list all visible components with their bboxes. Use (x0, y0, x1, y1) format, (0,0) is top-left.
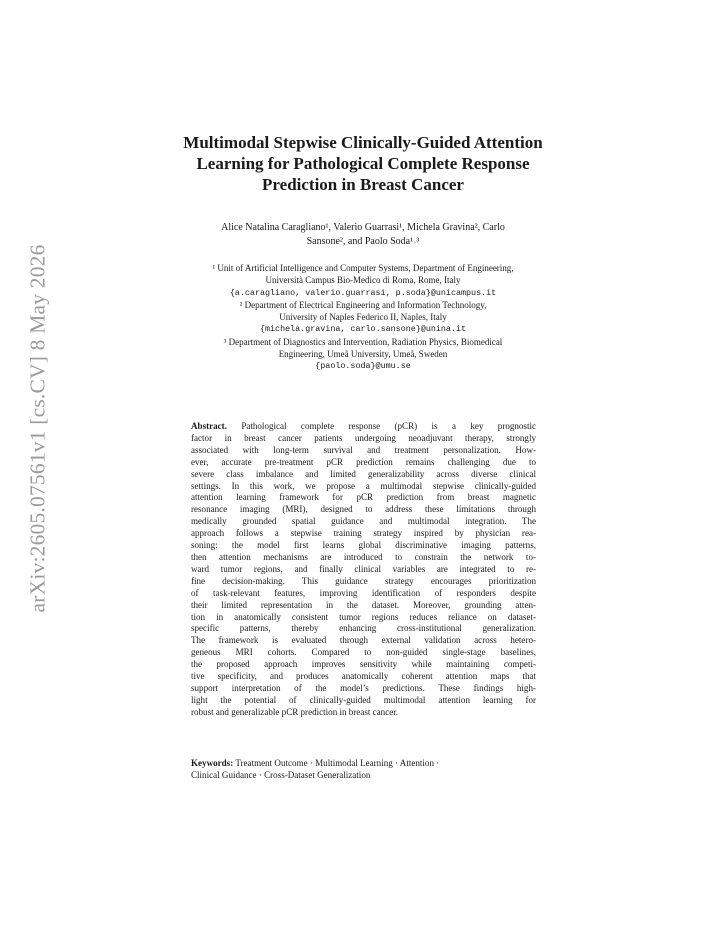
abstract (191, 421, 536, 719)
title-line: Multimodal Stepwise Clinically-Guided Attention (183, 133, 543, 152)
abstract-line: approach follows a stepwise training strategy inspired by physician rea- (191, 528, 536, 539)
keywords-line: Clinical Guidance · Cross-Dataset Generalization (191, 769, 371, 780)
affiliation-line: Università Campus Bio-Medico di Roma, Rome, Italy (265, 275, 461, 286)
abstract-line: severe class imbalance and limited generalizability across diverse clinical (191, 468, 536, 479)
abstract-line: ward tumor regions, and finally clinical variables are integrated to re- (191, 563, 536, 574)
abstract-line: fine decision-making. This guidance strategy encourages prioritization (191, 575, 536, 586)
abstract-line: attention learning framework for pCR prediction from breast magnetic (191, 492, 536, 503)
abstract-line (191, 421, 536, 433)
abstract-line: of task-relevant features, improving identification of responders despite (191, 587, 536, 598)
abstract-line: light the potential of clinically-guided multimodal attention learning for (191, 694, 536, 705)
keywords-text: Treatment Outcome · Multimodal Learning · Attention · (233, 758, 440, 768)
affiliation-email: {paolo.soda}@umu.se (315, 361, 411, 372)
affiliation-email: {a.caragliano, valerio.guarrasi, p.soda}@unicampus.it (229, 287, 497, 298)
keywords (191, 758, 536, 782)
author-line: Sansone², and Paolo Soda¹˒³ (306, 236, 420, 247)
affiliation-line: University of Naples Federico II, Naples, Italy (279, 312, 447, 323)
arxiv-identifier: arXiv:2605.07561v1 [cs.CV] 8 May 2026 (25, 244, 50, 613)
abstract-line: their limited representation in the dataset. Moreover, grounding atten- (191, 599, 536, 610)
abstract-line: factor in breast cancer patients undergoing neoadjuvant therapy, strongly (191, 432, 536, 443)
abstract-line: tive specificity, and produces anatomically coherent attention maps that (191, 671, 536, 682)
abstract-line: soning: the model first learns global discriminative imaging patterns, (191, 540, 536, 551)
author-line: Alice Natalina Caragliano¹, Valerio Guarrasi¹, Michela Gravina², Carlo (221, 222, 505, 233)
keywords-heading: Keywords: (191, 758, 234, 768)
abstract-heading: Abstract. (191, 421, 227, 431)
abstract-line: associated with long-term survival and treatment personalization. How- (191, 444, 536, 455)
title-line: Prediction in Breast Cancer (262, 175, 464, 194)
abstract-line: geneous MRI cohorts. Compared to non-guided single-stage baselines, (191, 647, 536, 658)
abstract-line: ever, accurate pre-treatment pCR prediction remains challenging due to (191, 456, 536, 467)
affiliation-email: {michela.gravina, carlo.sansone}@unina.it (259, 324, 467, 335)
abstract-line: tion in anatomically consistent tumor regions reduces reliance on dataset- (191, 611, 536, 622)
affiliation-line: ¹ Unit of Artificial Intelligence and Computer Systems, Department of Engineering, (212, 263, 514, 273)
affiliation-line: Engineering, Umeå University, Umeå, Sweden (278, 349, 448, 360)
affiliations (150, 262, 576, 373)
paper-title (150, 132, 576, 195)
abstract-text: Pathological complete response (pCR) is a key prognostic (226, 421, 536, 431)
title-line: Learning for Pathological Complete Response (196, 154, 530, 173)
abstract-line: settings. In this work, we propose a multimodal stepwise clinically-guided (191, 480, 536, 491)
abstract-line: robust and generalizable pCR prediction in breast cancer. (191, 706, 398, 717)
affiliation-line: ² Department of Electrical Engineering and Information Technology, (239, 299, 487, 310)
abstract-line: The framework is evaluated through external validation across hetero- (191, 635, 536, 646)
abstract-line: resonance imaging (MRI), designed to address these limitations through (191, 504, 536, 515)
abstract-line: medically grounded spatial guidance and multimodal integration. The (191, 516, 536, 527)
abstract-line: the proposed approach improves sensitivity while maintaining competi- (191, 659, 536, 670)
abstract-line: support interpretation of the model’s predictions. These findings high- (191, 682, 536, 693)
author-list (170, 221, 556, 249)
abstract-line: then attention mechanisms are introduced to constrain the network to- (191, 551, 536, 562)
keywords-line (191, 758, 536, 770)
abstract-line: specific patterns, thereby enhancing cross-institutional generalization. (191, 623, 536, 634)
affiliation-line: ³ Department of Diagnostics and Intervention, Radiation Physics, Biomedical (223, 336, 503, 347)
